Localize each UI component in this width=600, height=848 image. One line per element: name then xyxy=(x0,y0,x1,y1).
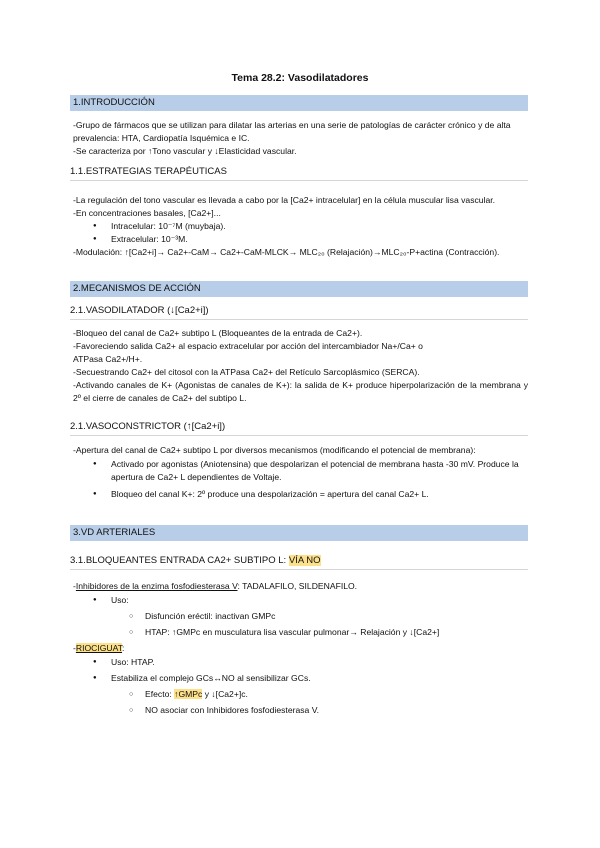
riociguat-link[interactable]: RIOCIGUAT xyxy=(75,643,123,653)
paragraph: -Bloqueo del canal de Ca2+ subtipo L (Bloqueantes de la entrada de Ca2+). xyxy=(73,328,363,338)
section-heading-introduccion: 1.INTRODUCCIÓN xyxy=(70,95,528,111)
page-title: Tema 28.2: Vasodilatadores xyxy=(231,72,369,84)
paragraph: -La regulación del tono vascular es llevada a cabo por la [Ca2+ intracelular] en la célula muscular lisa vascular. xyxy=(73,195,496,205)
list-item: ● Bloqueo del canal K+: 2º produce una despolarización = apertura del canal Ca2+ L. xyxy=(73,488,528,501)
list-item: ● Uso: xyxy=(73,594,528,607)
subsection-heading-vasoconstrictor: 2.1.VASOCONSTRICTOR (↑[Ca2+i]) xyxy=(70,421,528,436)
paragraph: ATPasa Ca2+/H+. xyxy=(73,354,143,364)
section-heading-mecanismos: 2.MECANISMOS DE ACCIÓN xyxy=(70,281,528,297)
paragraph: -Favoreciendo salida Ca2+ al espacio extracelular por acción del intercambiador Na+/Ca+ o xyxy=(73,341,423,351)
list-item: ○ Disfunción eréctil: inactivan GMPc xyxy=(73,610,528,623)
colon: : xyxy=(122,643,125,653)
paragraph: -Modulación: ↑[Ca2+i]→ Ca2+-CaM→ Ca2+-CaM-MLCK→ MLC₂₀ (Relajación)→MLC₂₀-P+actina (Contracción). xyxy=(73,247,500,257)
efecto-label: Efecto: xyxy=(145,689,175,699)
dash: - xyxy=(73,581,76,591)
subsection-heading-bloqueantes xyxy=(70,555,528,570)
paragraph xyxy=(73,642,528,655)
list-item: ● Intracelular: 10⁻⁷M (muybaja). xyxy=(73,220,528,233)
subsection-body-vasodilatador xyxy=(73,327,528,405)
list-item: ● Estabiliza el complejo GCs↔NO al sensibilizar GCs. xyxy=(73,672,528,685)
dash: - xyxy=(73,643,76,653)
list-item: ● Activado por agonistas (Aniotensina) que despolarizan el potencial de membrana hasta -30 mV. Produce la apertura de Ca2+ L dependientes de Voltaje. xyxy=(73,458,528,484)
paragraph: -Grupo de fármacos que se utilizan para dilatar las arterias en una serie de patologías de carácter crónico y de alta prevalencia: HTA, Cardiopatía Isquémica e IC. xyxy=(73,120,511,143)
list-item: ● Uso: HTAP. xyxy=(73,656,528,669)
section-body-introduccion xyxy=(73,119,528,158)
pde-drugs: : TADALAFILO, SILDENAFILO. xyxy=(237,581,358,591)
section-heading-vd-arteriales: 3.VD ARTERIALES xyxy=(70,525,528,541)
subsection-body-bloqueantes xyxy=(73,580,528,717)
efecto-rest: y ↓[Ca2+]c. xyxy=(202,689,248,699)
subsection-heading-estrategias: 1.1.ESTRATEGIAS TERAPÉUTICAS xyxy=(70,166,528,181)
highlighted-text: VÍA NO xyxy=(288,555,321,566)
highlighted-text: ↑GMPc xyxy=(174,689,203,699)
subsection-body-estrategias xyxy=(73,194,528,259)
list-item: ● Extracelular: 10⁻³M. xyxy=(73,233,528,246)
subsection-heading-vasodilatador: 2.1.VASODILATADOR (↓[Ca2+i]) xyxy=(70,305,528,320)
pde-inhibitors-link[interactable]: Inhibidores de la enzima fosfodiesterasa V xyxy=(75,581,238,591)
list-item: ○ NO asociar con Inhibidores fosfodiesterasa V. xyxy=(73,704,528,717)
paragraph: -En concentraciones basales, [Ca2+]... xyxy=(73,208,221,218)
list-item: ○ HTAP: ↑GMPc en musculatura lisa vascular pulmonar→ Relajación y ↓[Ca2+] xyxy=(73,626,528,639)
paragraph xyxy=(73,580,528,593)
paragraph: -Apertura del canal de Ca2+ subtipo L por diversos mecanismos (modificando el potencial de membrana): xyxy=(73,445,476,455)
paragraph: -Activando canales de K+ (Agonistas de canales de K+): la salida de K+ produce hiperpolarización de la membrana y 2º el cierre de canales de Ca2+ del subtipo L. xyxy=(73,380,528,403)
heading-text: 3.1.BLOQUEANTES ENTRADA CA2+ SUBTIPO L: xyxy=(70,555,289,566)
paragraph: -Secuestrando Ca2+ del citosol con la ATPasa Ca2+ del Retículo Sarcoplásmico (SERCA). xyxy=(73,367,420,377)
subsection-body-vasoconstrictor xyxy=(73,444,528,501)
list-item xyxy=(73,688,528,701)
paragraph: -Se caracteriza por ↑Tono vascular y ↓Elasticidad vascular. xyxy=(73,146,297,156)
